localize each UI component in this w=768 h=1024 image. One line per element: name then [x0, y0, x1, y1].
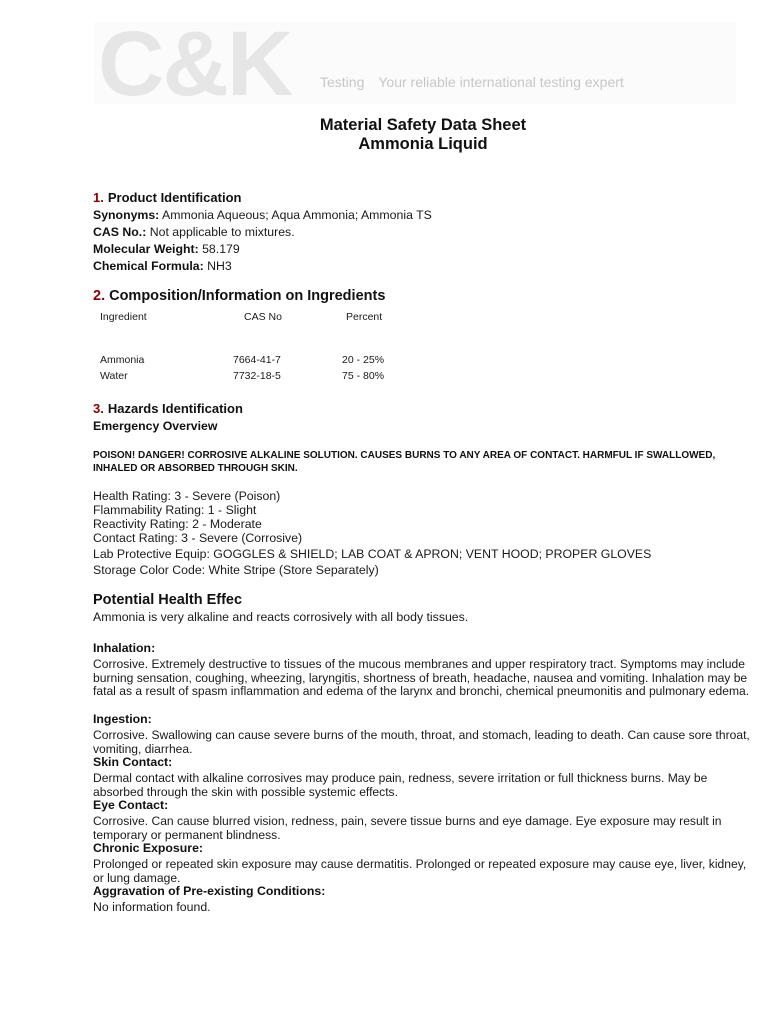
emergency-overview-heading: Emergency Overview: [93, 419, 218, 433]
skin-contact-text: Dermal contact with alkaline corrosives may produce pain, redness, severe irritation or full thickness burns. May be absorbed through the skin with possible systemic effects.: [93, 771, 708, 799]
field-label: Chemical Formula:: [93, 259, 204, 273]
section-2-number: 2.: [93, 288, 106, 304]
table-cell: Water: [100, 370, 128, 382]
table-cell: 20 - 25%: [342, 354, 385, 366]
field-label: Synonyms:: [93, 208, 160, 222]
poison-warning: POISON! DANGER! CORROSIVE ALKALINE SOLUTION. CAUSES BURNS TO ANY AREA OF CONTACT. HARMFUL IF SWALLOWED, INHALED OR ABSORBED THROUGH SKIN.: [93, 450, 716, 474]
chronic-exposure-text: Prolonged or repeated skin exposure may cause dermatitis. Prolonged or repeated exposure may cause eye, liver, kidney, or lung damage.: [93, 857, 747, 885]
health-effects-heading: Potential Health Effec: [93, 592, 243, 608]
health-intro: Ammonia is very alkaline and reacts corrosively with all body tissues.: [93, 610, 469, 624]
company-logo: [94, 13, 736, 115]
section-2-title: Composition/Information on Ingredients: [109, 288, 386, 304]
field-label: Molecular Weight:: [93, 242, 199, 256]
section-3-number: 3.: [93, 401, 104, 416]
section-1-title: Product Identification: [107, 190, 242, 205]
section-3-title: Hazards Identification: [107, 401, 243, 416]
tagline-left: Testing: [320, 74, 365, 90]
section-1-heading: [93, 190, 241, 205]
ingestion-label: Ingestion:: [93, 712, 152, 726]
field-value: Not applicable to mixtures.: [149, 225, 295, 239]
title-line-1: Material Safety Data Sheet: [319, 116, 527, 134]
table-cell: 7732-18-5: [233, 370, 281, 382]
eye-contact-label: Eye Contact:: [93, 798, 169, 812]
column-header-ingredient: Ingredient: [100, 311, 147, 323]
rating-line: Health Rating: 3 - Severe (Poison): [93, 489, 281, 503]
ingestion-text: Corrosive. Swallowing can cause severe burns of the mouth, throat, and stomach, leading to death. Can cause sore throat, vomiting, diarrhea.: [93, 728, 750, 756]
aggravation-text: No information found.: [93, 900, 211, 914]
section-1-number: 1.: [93, 190, 104, 205]
inhalation-label: Inhalation:: [93, 641, 156, 655]
field-value: Ammonia Aqueous; Aqua Ammonia; Ammonia TS: [162, 208, 432, 222]
column-header-percent: Percent: [346, 311, 383, 323]
rating-line: Contact Rating: 3 - Severe (Corrosive): [93, 531, 303, 545]
eye-contact-text: Corrosive. Can cause blurred vision, redness, pain, severe tissue burns and eye damage. Eye exposure may result in temporary or permanent blindness.: [93, 814, 722, 842]
table-cell: 75 - 80%: [342, 370, 385, 382]
chemical-formula-line: [93, 259, 232, 273]
rating-line: Lab Protective Equip: GOGGLES & SHIELD; LAB COAT & APRON; VENT HOOD; PROPER GLOVES: [93, 547, 652, 561]
column-header-cas: CAS No: [244, 311, 282, 323]
logo-tagline: [320, 74, 624, 90]
title-line-2: Ammonia Liquid: [358, 135, 488, 153]
cas-line: [93, 225, 295, 239]
section-3-heading: [93, 401, 243, 416]
document-title: [0, 116, 768, 154]
field-value: NH3: [207, 259, 232, 273]
aggravation-label: Aggravation of Pre-existing Conditions:: [93, 884, 326, 898]
rating-line: Storage Color Code: White Stripe (Store Separately): [93, 563, 379, 577]
synonyms-line: [93, 208, 432, 222]
logo-mark: C&K: [98, 13, 292, 115]
table-cell: Ammonia: [100, 354, 145, 366]
tagline-right: Your reliable international testing expert: [378, 74, 624, 90]
section-2-heading: [93, 288, 385, 304]
molecular-weight-line: [93, 242, 240, 256]
skin-contact-label: Skin Contact:: [93, 755, 173, 769]
table-cell: 7664-41-7: [233, 354, 281, 366]
rating-line: Reactivity Rating: 2 - Moderate: [93, 517, 262, 531]
chronic-exposure-label: Chronic Exposure:: [93, 841, 204, 855]
field-label: CAS No.:: [93, 225, 147, 239]
field-value: 58.179: [202, 242, 240, 256]
inhalation-text: Corrosive. Extremely destructive to tissues of the mucous membranes and upper respiratory tract. Symptoms may include burning sensation, coughing, wheezing, laryngitis, shortness of breath, headache, nausea and vomiting. Inhalation may be fatal as a result of spasm inflammation and edema of the larynx and bronchi, chemical pneumonitis and pulmonary edema.: [93, 657, 750, 699]
rating-line: Flammability Rating: 1 - Slight: [93, 503, 257, 517]
